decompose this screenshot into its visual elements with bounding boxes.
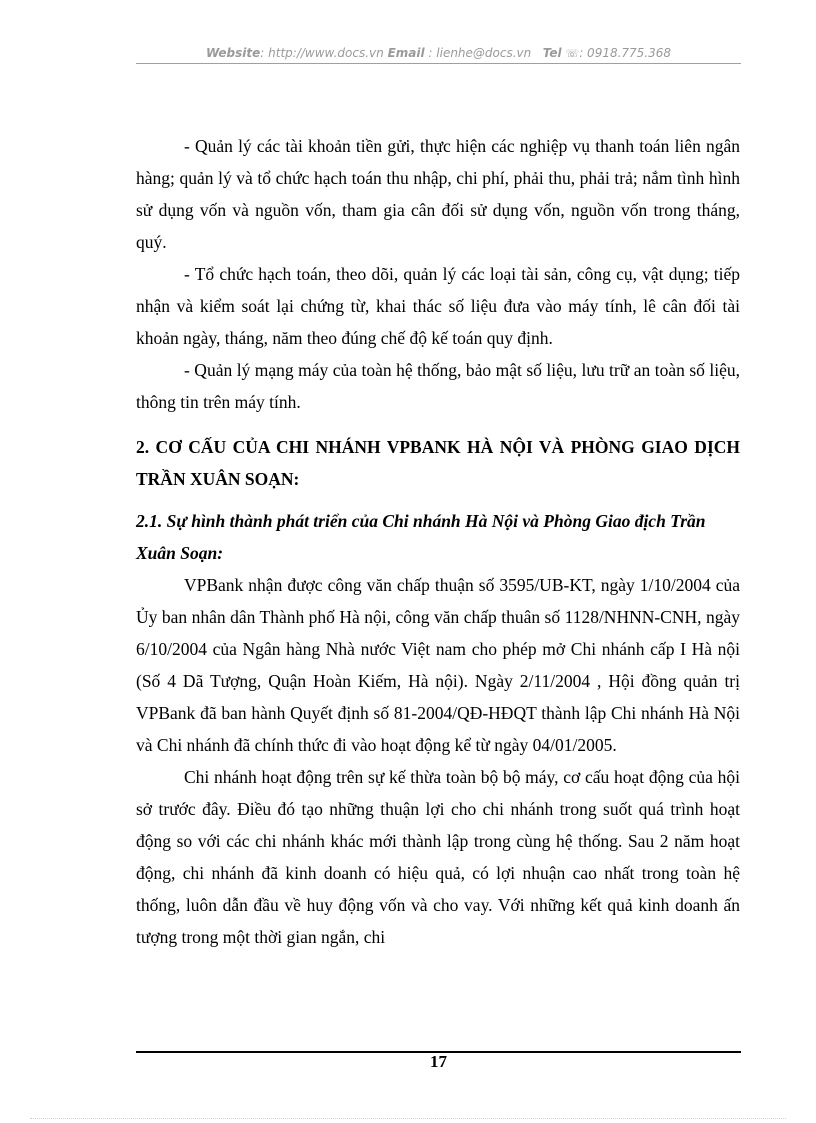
page-header (136, 46, 741, 64)
website-label: Website (205, 46, 261, 60)
page-bottom-border (30, 1118, 786, 1119)
phone-icon: ☏ (565, 47, 580, 60)
page-number: 17 (430, 1052, 447, 1071)
paragraph-network: - Quản lý mạng máy của toàn hệ thống, bảo mật số liệu, lưu trữ an toàn số liệu, thông tin trên máy tính. (136, 360, 740, 412)
subsection-heading: 2.1. Sự hình thành phát triển của Chi nhánh Hà Nội và Phòng Giao địch Trần Xuân Soạn: (136, 511, 706, 563)
paragraph-operations: Chi nhánh hoạt động trên sự kế thừa toàn bộ bộ máy, cơ cấu hoạt động của hội sở trước đây. Điều đó tạo những thuận lợi cho chi nhánh trong suốt quá trình hoạt động so với các chi nhánh khác mới thành lập trong cùng hệ thống. Sau 2 năm hoạt động, chi nhánh đã kinh doanh có hiệu quả, có lợi nhuận cao nhất trong toàn hệ thống, luôn dẫn đầu về huy động vốn và cho vay. Với những kết quả kinh doanh ấn tượng trong một thời gian ngắn, chi (136, 767, 740, 947)
tel-label: Tel (542, 46, 562, 60)
paragraph-establishment: VPBank nhận được công văn chấp thuận số 3595/UB-KT, ngày 1/10/2004 của Ủy ban nhân dân Thành phố Hà nội, công văn chấp thuân số 1128/NHNN-CNH, ngày 6/10/2004 của Ngân hàng Nhà nước Việt nam cho phép mở Chi nhánh cấp I Hà nội (Số 4 Dã Tượng, Quận Hoàn Kiếm, Hà nội). Ngày 2/11/2004 , Hội đồng quản trị VPBank đã ban hành Quyết định số 81-2004/QĐ-HĐQT thành lập Chi nhánh Hà Nội và Chi nhánh đã chính thức đi vào hoạt động kể từ ngày 04/01/2005. (136, 575, 740, 755)
paragraph-accounts: - Quản lý các tài khoản tiền gửi, thực hiện các nghiệp vụ thanh toán liên ngân hàng; quản lý và tổ chức hạch toán thu nhập, chi phí, phải thu, phải trả; nắm tình hình sử dụng vốn và nguồn vốn, tham gia cân đối sử dụng vốn, nguồn vốn trong tháng, quý. (136, 136, 740, 252)
email-label: Email (387, 46, 425, 60)
email-value: : lienhe@docs.vn (428, 46, 532, 60)
tel-value: : 0918.775.368 (579, 46, 672, 60)
section-heading: 2. CƠ CẤU CỦA CHI NHÁNH VPBANK HÀ NỘI VÀ PHÒNG GIAO DỊCH TRẦN XUÂN SOẠN: (136, 437, 740, 489)
website-value: : http://www.docs.vn (260, 46, 384, 60)
paragraph-accounting: - Tổ chức hạch toán, theo dõi, quản lý các loại tài sản, công cụ, vật dụng; tiếp nhận và kiểm soát lại chứng từ, khai thác số liệu đưa vào máy tính, lê cân đối tài khoản ngày, tháng, năm theo đúng chế độ kế toán quy định. (136, 264, 740, 348)
document-body (136, 130, 740, 953)
